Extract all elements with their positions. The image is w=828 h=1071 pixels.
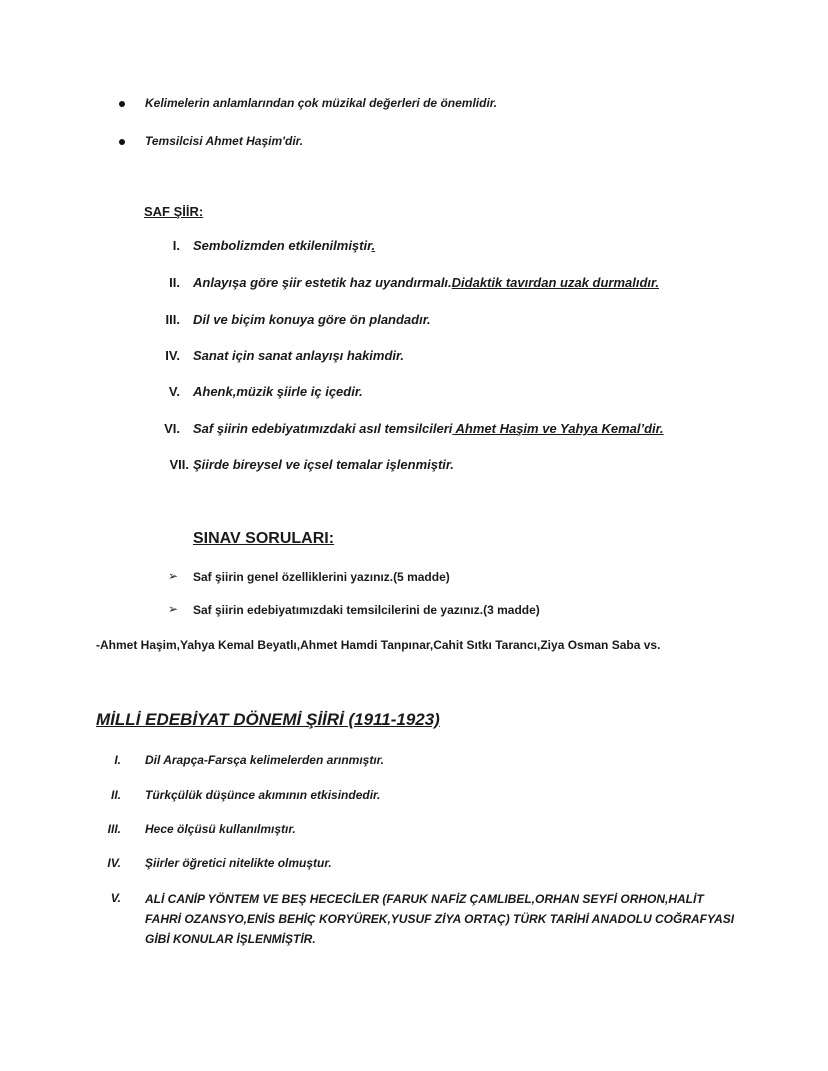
- bullet-dot: [119, 139, 125, 145]
- bullet-dot: [119, 101, 125, 107]
- list-item: [193, 457, 454, 472]
- list-number: I.: [172, 238, 180, 253]
- list-item-text: Saf şiirin edebiyatımızdaki asıl temsilcileri: [193, 421, 453, 436]
- list-item-text: Sembolizmden etkilenilmiştir: [193, 238, 372, 253]
- list-item-text: Şiirde bireysel ve içsel temalar işlenmiştir.: [193, 457, 454, 472]
- list-item-text: Dil Arapça-Farsça kelimelerden arınmıştır.: [145, 753, 384, 767]
- list-number: I.: [114, 753, 121, 767]
- bullet-text: Temsilcisi Ahmet Haşim'dir.: [145, 134, 304, 148]
- list-item-underlined: Didaktik tavırdan uzak durmalıdır.: [451, 275, 659, 290]
- question-text: Saf şiirin edebiyatımızdaki temsilcilerini de yazınız.(3 madde): [193, 603, 540, 617]
- arrow-bullet-icon: ➢: [168, 569, 179, 583]
- list-item: [193, 275, 659, 290]
- list-number: VII.: [169, 457, 189, 472]
- list-item: [193, 348, 404, 363]
- list-item: [193, 421, 664, 436]
- list-number: IV.: [107, 856, 121, 870]
- sinav-heading: SINAV SORULARI:: [193, 530, 335, 547]
- list-number: V.: [110, 891, 121, 905]
- list-item-text: Ahenk,müzik şiirle iç içedir.: [193, 384, 363, 399]
- list-item-text: Dil ve biçim konuya göre ön plandadır.: [193, 312, 431, 327]
- list-item-text: Anlayışa göre şiir estetik haz uyandırmalı.: [193, 275, 452, 290]
- list-item-text: Sanat için sanat anlayışı hakimdir.: [193, 348, 404, 363]
- list-number: VI.: [164, 421, 180, 436]
- list-item-text: Hece ölçüsü kullanılmıştır.: [145, 822, 296, 836]
- list-number: III.: [107, 822, 121, 836]
- list-item-underlined: .: [371, 238, 376, 253]
- list-item-text: Türkçülük düşünce akımının etkisindedir.: [145, 788, 381, 802]
- bullet-text: Kelimelerin anlamlarından çok müzikal değerleri de önemlidir.: [145, 96, 498, 110]
- arrow-bullet-icon: ➢: [168, 602, 179, 616]
- list-item-text: ALİ CANİP YÖNTEM VE BEŞ HECECİLER (FARUK NAFİZ ÇAMLIBEL,ORHAN SEYFİ ORHON,HALİT FAHRİ OZANSYO,ENİS BEHİÇ KORYÜREK,YUSUF ZİYA ORTAÇ) TÜRK TARİHİ ANADOLU COĞRAFYASI GİBİ KONULAR İŞLENMİŞTİR.: [145, 892, 735, 946]
- saf-siir-heading: SAF ŞİİR:: [144, 204, 204, 219]
- milli-heading: MİLLİ EDEBİYAT DÖNEMİ ŞİİRİ (1911-1923): [96, 710, 440, 729]
- answer-text: -Ahmet Haşim,Yahya Kemal Beyatlı,Ahmet Hamdi Tanpınar,Cahit Sıtkı Tarancı,Ziya Osman Saba vs.: [96, 638, 661, 652]
- list-number: II.: [169, 275, 180, 290]
- list-item-text: Şiirler öğretici nitelikte olmuştur.: [145, 856, 332, 870]
- question-text: Saf şiirin genel özelliklerini yazınız.(5 madde): [193, 570, 450, 584]
- list-number: IV.: [165, 348, 180, 363]
- list-number: III.: [165, 312, 180, 327]
- list-item: [193, 384, 363, 399]
- list-item: [193, 238, 375, 253]
- list-number: V.: [168, 384, 180, 399]
- list-number: II.: [110, 788, 121, 802]
- list-item-underlined: Ahmet Haşim ve Yahya Kemal’dir.: [452, 421, 664, 436]
- list-item: [193, 312, 431, 327]
